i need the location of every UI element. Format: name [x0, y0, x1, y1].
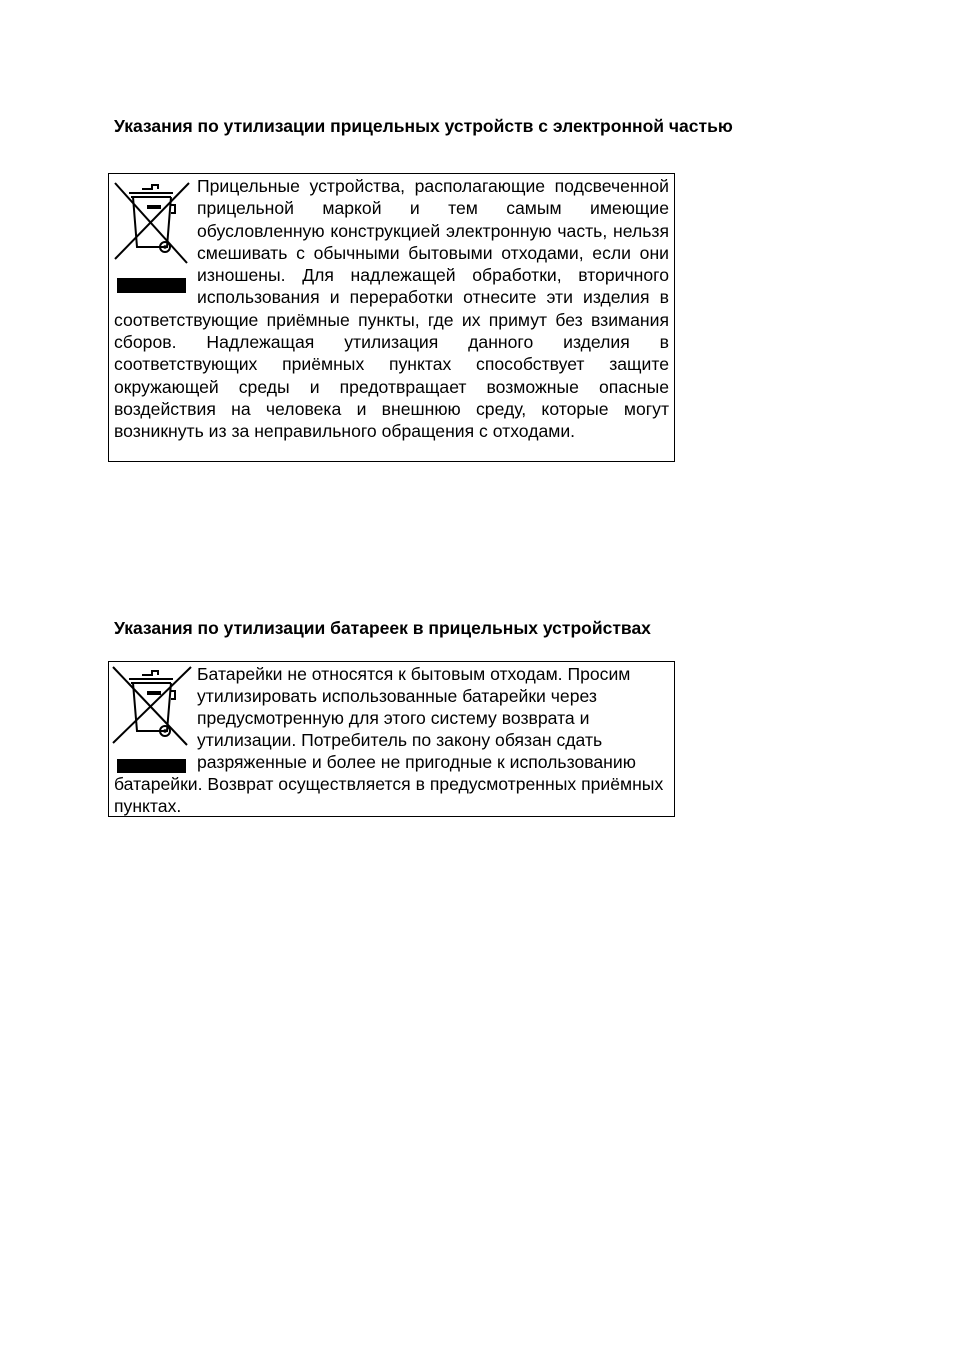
crossed-out-wheelie-bin-icon: [109, 175, 197, 297]
section2-body-text: Батарейки не относятся к бытовым отходам. Просим утилизировать использованные батарейки через предусмотренную для этого систему возврата и утилизации. Потребитель по закону обязан сдать разряженные и более не пригодные к использованию батарейки. Возврат осуществляется в предусмотренных приёмных пунктах.: [114, 664, 664, 816]
section1-heading: Указания по утилизации прицельных устройств с электронной частью: [114, 116, 733, 136]
section1-notice-box: [108, 173, 675, 462]
crossed-out-wheelie-bin-icon: [109, 663, 197, 773]
section2-heading: Указания по утилизации батареек в прицельных устройствах: [114, 618, 651, 638]
section2-notice-box: [108, 661, 675, 817]
section1-body-text: Прицельные устройства, располагающие подсвеченной прицельной маркой и тем самым имеющие обусловленную конструкцией электронную часть, нельзя смешивать с обычными бытовыми отходами, если они изношены. Для надлежащей обработки, вторичного использования и переработки отнесите эти изделия в соответствующие приёмные пункты, где их примут без взимания сборов. Надлежащая утилизация данного изделия в соответствующих приёмных пунктах способствует защите окружающей среды и предотвращает возможные опасные воздействия на человека и внешнюю среду, которые могут возникнуть из за неправильного обращения с отходами.: [114, 176, 669, 442]
